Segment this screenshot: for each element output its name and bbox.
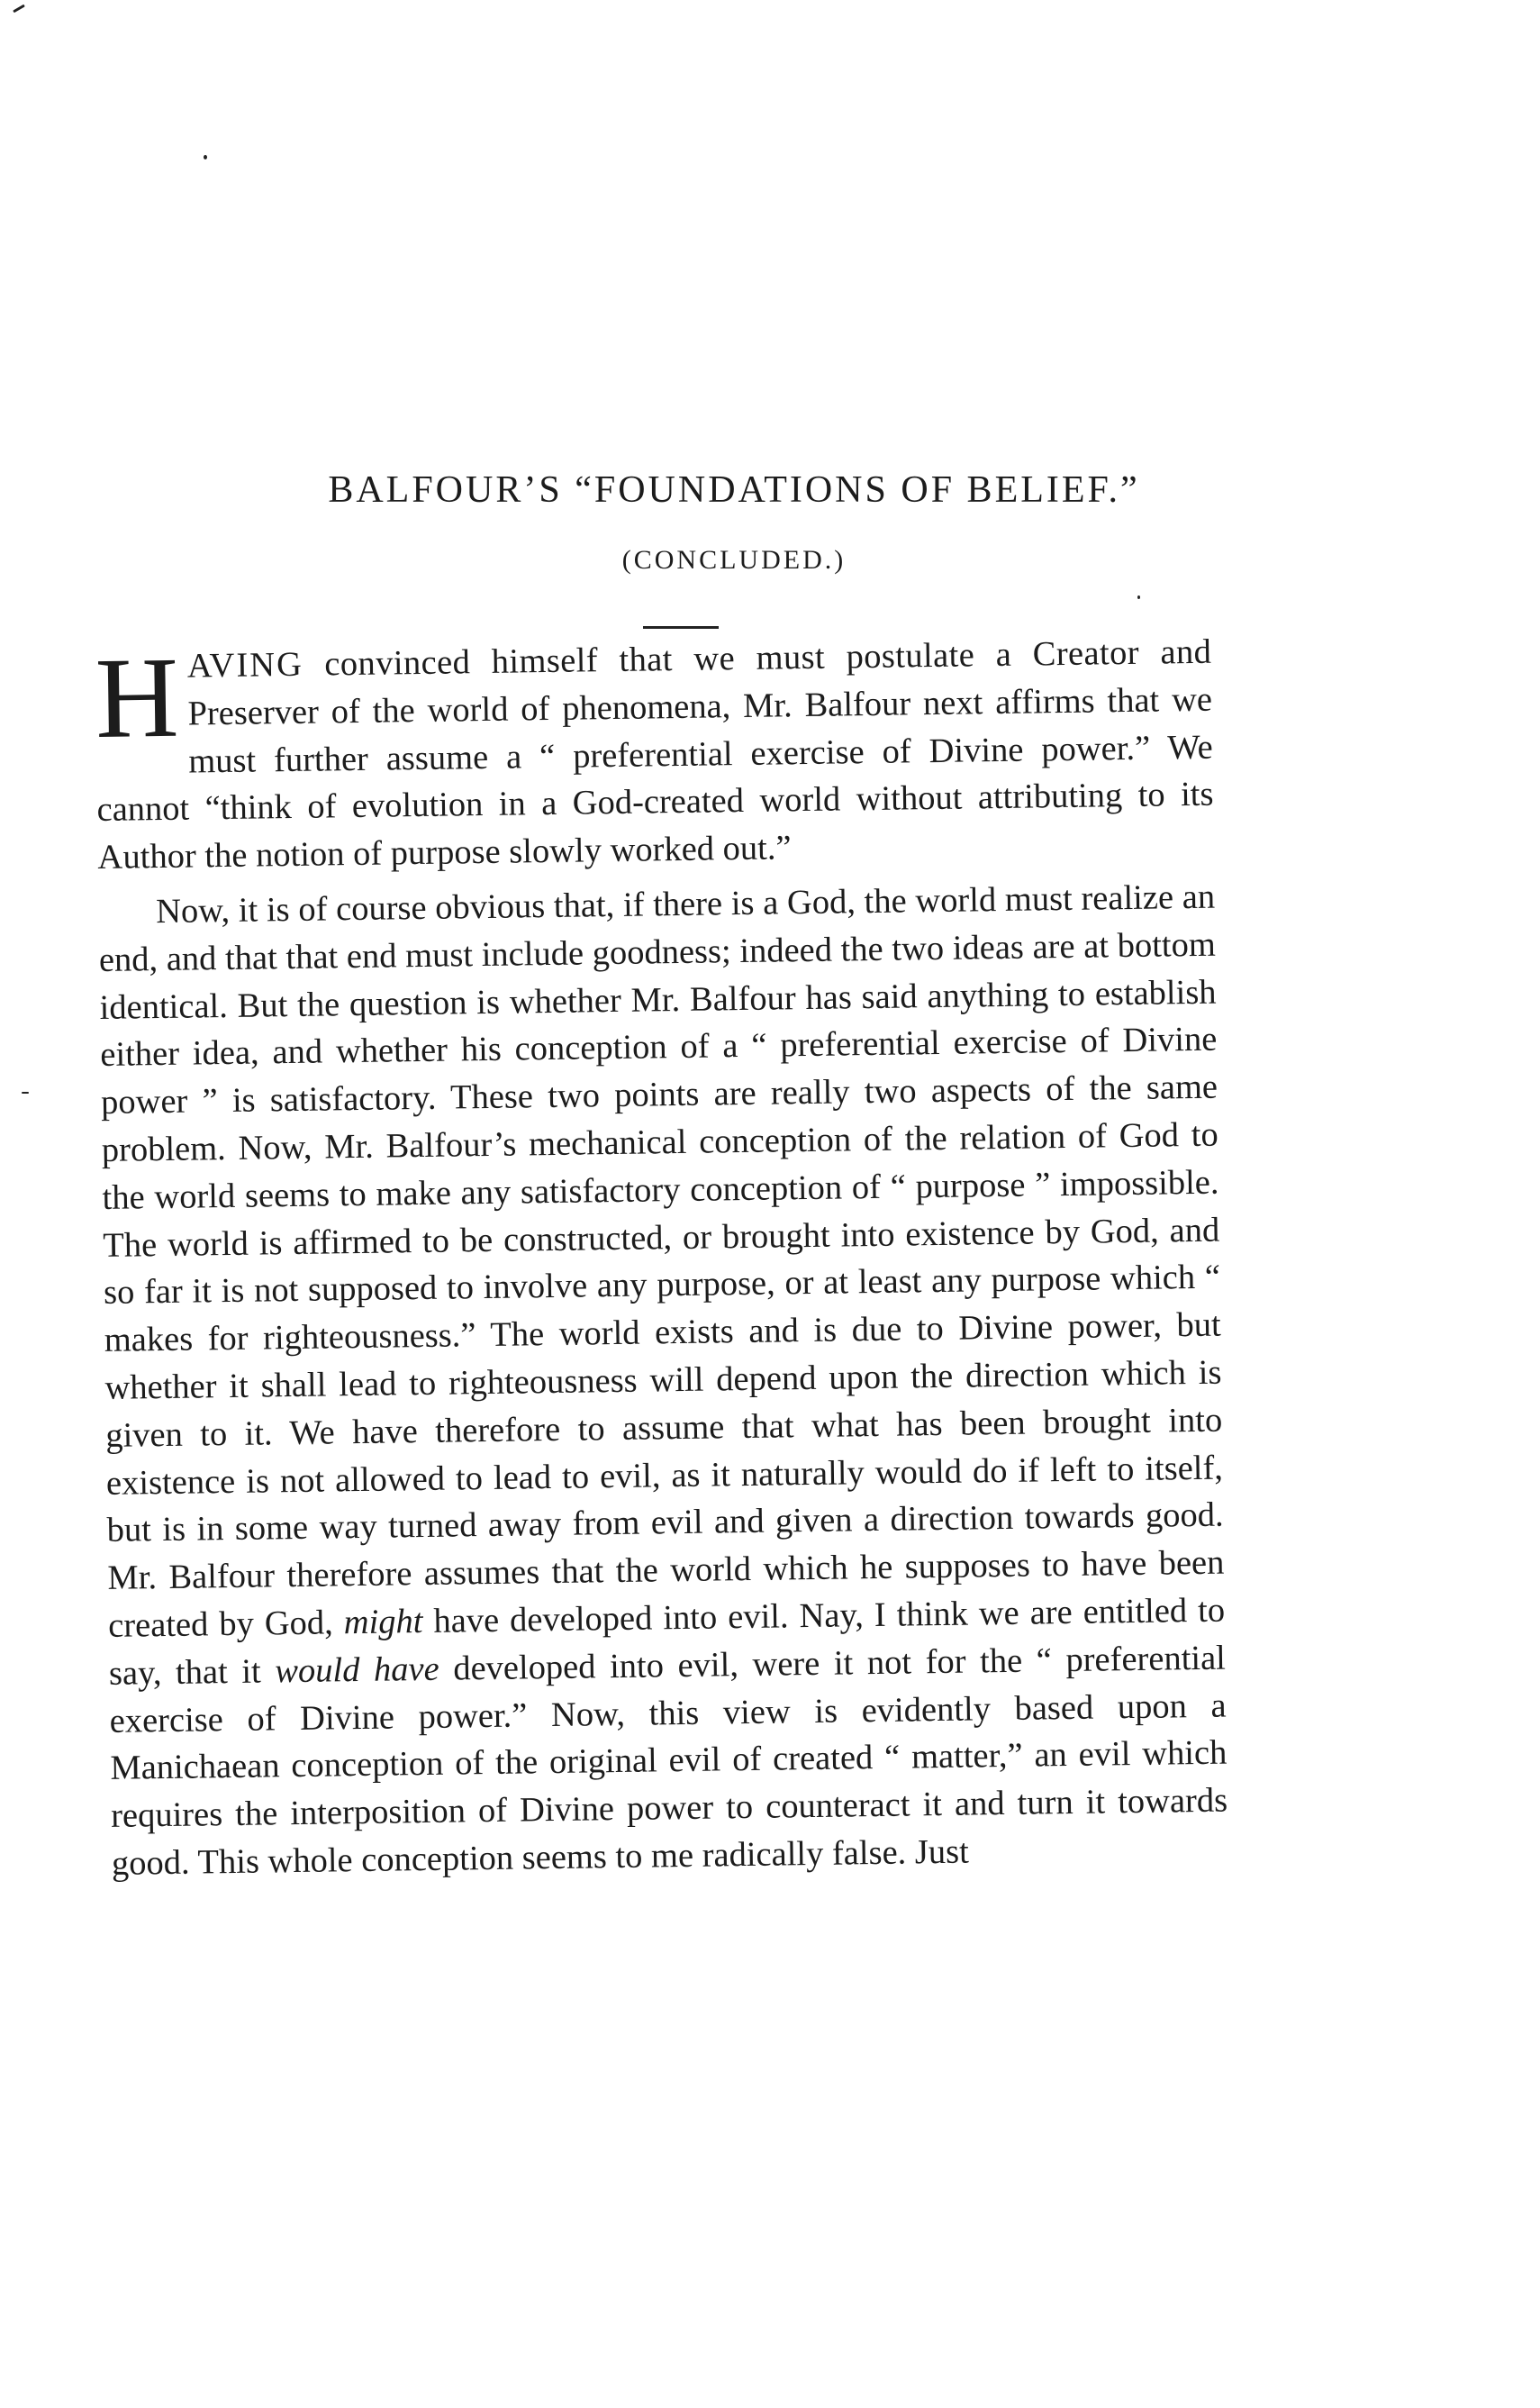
paragraph-text: Now, it is of course obvious that, if there is a God, the world must realize an end, and that that end must include goodness; indeed the two ideas are at bottom identical. But the question is whether Mr. Balfour has said anything to establish either idea, and whether his conception of a “ preferential exercise of Divine power ” is satisfactory. These two points are really two aspects of the same problem. Now, Mr. Balfour’s mechanical conception of the relation of God to the world seems to make any satisfactory conception of “ purpose ” impossible. The world is affirmed to be constructed, or brought into existence by God, and so far it is not supposed to involve any purpose, or at least any purpose which “ makes for righteousness.” The world exists and is due to Divine power, but whether it shall lead to righteousness will depend upon the direction which is given to it. We have therefore to assume that what has been brought into existence is not allowed to lead to evil, as it naturally would do if left to itself, but is in some way turned away from evil and given a direction towards good. Mr. Balfour therefore assumes that the world which he supposes to have been created by God,	[98, 877, 1225, 1645]
body-text	[95, 629, 1228, 1895]
paragraph-text: have developed into evil. Nay, I think we are entitled to say, that it	[108, 1591, 1226, 1693]
paragraph-2	[98, 874, 1228, 1888]
drop-cap: H	[94, 632, 180, 762]
scan-mark	[1137, 595, 1140, 599]
title-rule	[643, 626, 719, 629]
scan-mark	[22, 1092, 29, 1094]
scan-mark	[204, 155, 207, 159]
article-subtitle: (CONCLUDED.)	[621, 545, 847, 575]
paragraph-text: developed into evil, were it not for the “ preferential exercise of Divine power.” Now, this view is evidently based upon a Manichaean conception of the original evil of created “ matter,” an evil which requires the interposition of Divine power to counteract it and turn it towards good. This whole conception seems to me radically false. Just	[109, 1639, 1228, 1883]
scan-mark	[13, 5, 25, 14]
italic-word: might	[343, 1602, 423, 1642]
paragraph-text: convinced himself that we must postulate a Creator and Preserver of the world of phenomena, Mr. Balfour next affirms that we must further assume a “ preferential exercise of Divine power.” We cannot “think of evolution in a God-created world without attributing to its Author the notion of purpose slowly worked out.”	[96, 632, 1214, 877]
lead-caps: AVING	[186, 645, 304, 686]
article-title: BALFOUR’S “FOUNDATIONS OF BELIEF.”	[328, 469, 1140, 511]
italic-word: would have	[275, 1649, 439, 1691]
paragraph-1	[95, 629, 1215, 882]
